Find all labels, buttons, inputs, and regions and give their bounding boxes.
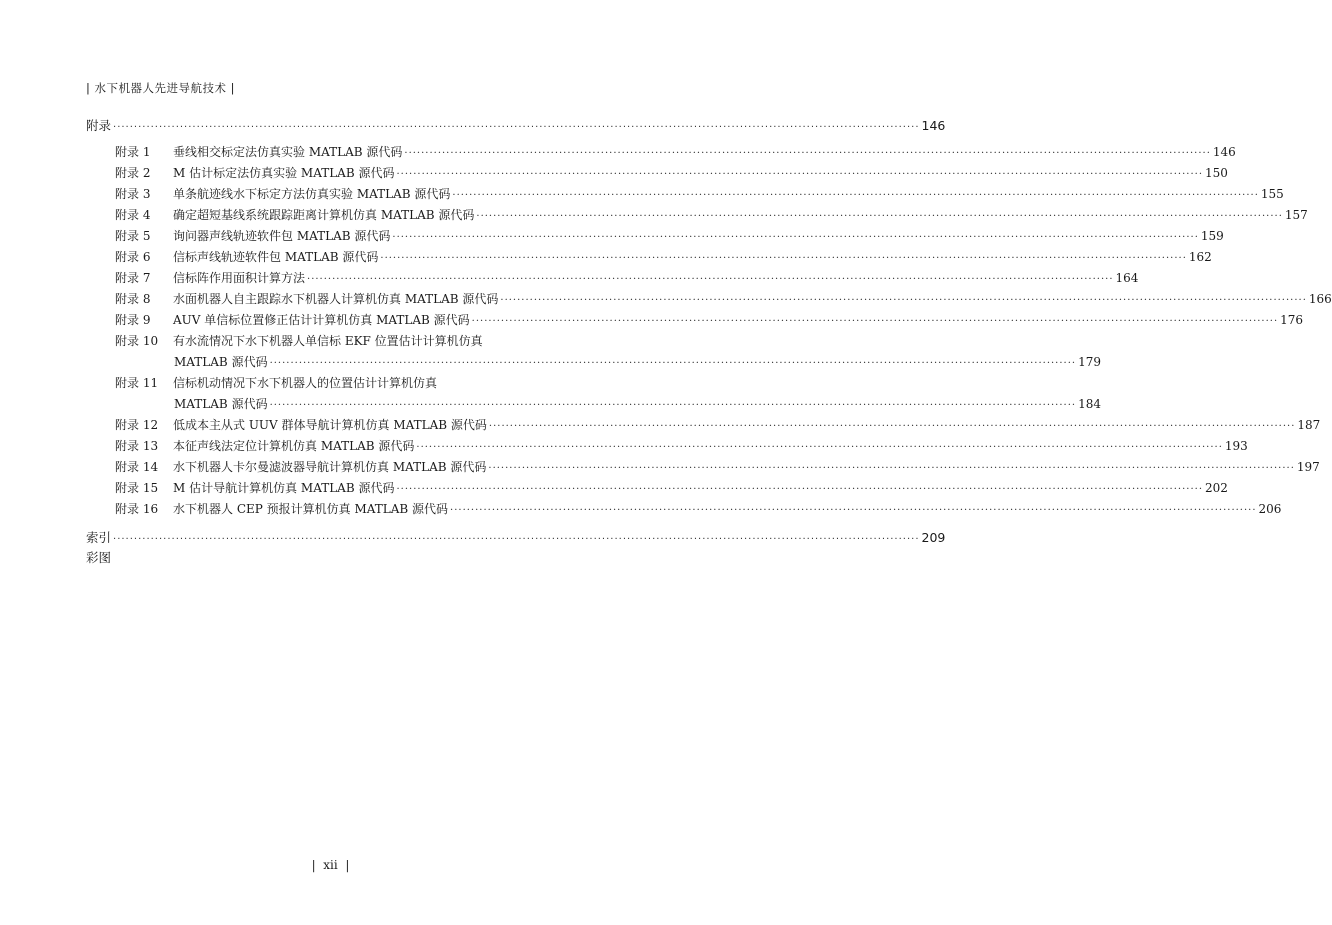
toc-entry[interactable] xyxy=(86,227,1224,248)
toc-entry-continuation[interactable] xyxy=(86,395,1101,416)
dot-leader xyxy=(397,484,1204,495)
toc-entry-number: 附录 5 xyxy=(115,229,151,243)
toc-entry-number: 附录 11 xyxy=(115,376,159,390)
dot-leader xyxy=(113,534,920,545)
toc-entry-number: 附录 9 xyxy=(115,313,151,327)
toc-entry-continuation[interactable] xyxy=(86,353,1101,374)
dot-leader xyxy=(113,122,920,133)
toc-entry-title: 水下机器人卡尔曼滤波器导航计算机仿真 MATLAB 源代码 xyxy=(173,460,487,474)
toc-entry-number: 附录 7 xyxy=(115,271,151,285)
toc-entry-multiline[interactable] xyxy=(86,374,577,395)
toc-entry[interactable] xyxy=(86,500,1282,521)
toc-entry-title: 单条航迹线水下标定方法仿真实验 MATLAB 源代码 xyxy=(173,187,451,201)
toc-entry[interactable] xyxy=(86,206,1308,227)
toc-entry-page: 209 xyxy=(921,530,946,545)
toc-entry[interactable] xyxy=(86,311,1304,332)
toc-entry-title: 彩图 xyxy=(86,550,112,565)
toc-entry-page: 146 xyxy=(921,118,946,133)
toc-entry-number: 附录 14 xyxy=(115,460,159,474)
toc-entry[interactable] xyxy=(86,479,1228,500)
toc-entry-page: 176 xyxy=(1280,313,1304,327)
toc-entry[interactable] xyxy=(86,416,1321,437)
toc-entry[interactable] xyxy=(86,437,1248,458)
toc-entry-title-line1: 信标机动情况下水下机器人的位置估计计算机仿真 xyxy=(173,376,438,390)
toc-entry-title-line2: MATLAB 源代码 xyxy=(174,355,268,369)
dot-leader xyxy=(452,190,1259,201)
toc-entry[interactable] xyxy=(86,164,1228,185)
dot-leader xyxy=(270,358,1077,369)
table-of-contents xyxy=(86,116,1332,568)
toc-entry-multiline[interactable] xyxy=(86,332,577,353)
toc-entry-title: 垂线相交标定法仿真实验 MATLAB 源代码 xyxy=(173,145,403,159)
toc-entry-title: AUV 单信标位置修正估计计算机仿真 MATLAB 源代码 xyxy=(173,313,470,327)
toc-entry-title: 附录 xyxy=(86,118,112,133)
toc-entry-title: 询问器声线轨迹软件包 MATLAB 源代码 xyxy=(173,229,391,243)
toc-entry-title: 水面机器人自主跟踪水下机器人计算机仿真 MATLAB 源代码 xyxy=(173,292,499,306)
toc-entry-page: 197 xyxy=(1296,460,1320,474)
toc-entry-page: 162 xyxy=(1188,250,1212,264)
toc-entry-page: 187 xyxy=(1297,418,1321,432)
toc-entry-number: 附录 4 xyxy=(115,208,151,222)
toc-entry-page: 157 xyxy=(1284,208,1308,222)
toc-entry-page: 159 xyxy=(1200,229,1224,243)
toc-entry[interactable] xyxy=(86,143,1236,164)
toc-entry-page: 202 xyxy=(1205,481,1228,495)
toc-entry[interactable] xyxy=(86,248,1212,269)
toc-entry-title: 确定超短基线系统跟踪距离计算机仿真 MATLAB 源代码 xyxy=(173,208,475,222)
toc-entry-page: 206 xyxy=(1258,502,1282,516)
dot-leader xyxy=(307,274,1114,285)
toc-entry[interactable] xyxy=(86,269,1139,290)
toc-entry-number: 附录 12 xyxy=(115,418,159,432)
toc-entry[interactable] xyxy=(86,290,1332,311)
toc-entry-title: M 估计导航计算机仿真 MATLAB 源代码 xyxy=(173,481,395,495)
toc-entry-title: 索引 xyxy=(86,530,112,545)
dot-leader xyxy=(476,211,1283,222)
toc-entry-page: 179 xyxy=(1078,355,1101,369)
toc-entry-page: 150 xyxy=(1205,166,1228,180)
running-head: | 水下机器人先进导航技术 | xyxy=(86,81,236,95)
dot-leader xyxy=(489,421,1296,432)
dot-leader xyxy=(392,232,1199,243)
dot-leader xyxy=(397,169,1204,180)
toc-entry-title: 水下机器人 CEP 预报计算机仿真 MATLAB 源代码 xyxy=(173,502,449,516)
toc-entry-number: 附录 13 xyxy=(115,439,159,453)
toc-entry-page: 164 xyxy=(1115,271,1139,285)
toc-entry-number: 附录 15 xyxy=(115,481,159,495)
toc-entry-title: M 估计标定法仿真实验 MATLAB 源代码 xyxy=(173,166,395,180)
toc-entry-page: 184 xyxy=(1078,397,1101,411)
toc-entry-color-plates[interactable] xyxy=(86,548,577,568)
toc-entry-page: 166 xyxy=(1308,292,1332,306)
dot-leader xyxy=(488,463,1295,474)
toc-entry-number: 附录 3 xyxy=(115,187,151,201)
dot-leader xyxy=(404,148,1211,159)
toc-entry-number: 附录 1 xyxy=(115,145,151,159)
toc-entry-index[interactable] xyxy=(86,528,946,548)
toc-entry-title-line1: 有水流情况下水下机器人单信标 EKF 位置估计计算机仿真 xyxy=(173,334,483,348)
toc-entry-number: 附录 6 xyxy=(115,250,151,264)
dot-leader xyxy=(416,442,1223,453)
toc-entry-number: 附录 16 xyxy=(115,502,159,516)
toc-entry-title: 低成本主从式 UUV 群体导航计算机仿真 MATLAB 源代码 xyxy=(173,418,487,432)
toc-entry-title: 信标声线轨迹软件包 MATLAB 源代码 xyxy=(173,250,379,264)
toc-entry-title: 信标阵作用面积计算方法 xyxy=(173,271,306,285)
dot-leader xyxy=(472,316,1279,327)
toc-entry-number: 附录 8 xyxy=(115,292,151,306)
toc-entry-page: 146 xyxy=(1212,145,1236,159)
toc-entry-number: 附录 2 xyxy=(115,166,151,180)
dot-leader xyxy=(450,505,1257,516)
toc-entry-title: 本征声线法定位计算机仿真 MATLAB 源代码 xyxy=(173,439,415,453)
toc-entry-page: 155 xyxy=(1260,187,1284,201)
dot-leader xyxy=(270,400,1077,411)
dot-leader xyxy=(380,253,1187,264)
toc-entry-number: 附录 10 xyxy=(115,334,159,348)
dot-leader xyxy=(500,295,1307,306)
page-folio: | xii | xyxy=(311,858,350,872)
toc-entry-appendix[interactable] xyxy=(86,116,946,136)
toc-entry[interactable] xyxy=(86,458,1320,479)
toc-entry-title-line2: MATLAB 源代码 xyxy=(174,397,268,411)
toc-entry-page: 193 xyxy=(1224,439,1248,453)
toc-entry[interactable] xyxy=(86,185,1284,206)
